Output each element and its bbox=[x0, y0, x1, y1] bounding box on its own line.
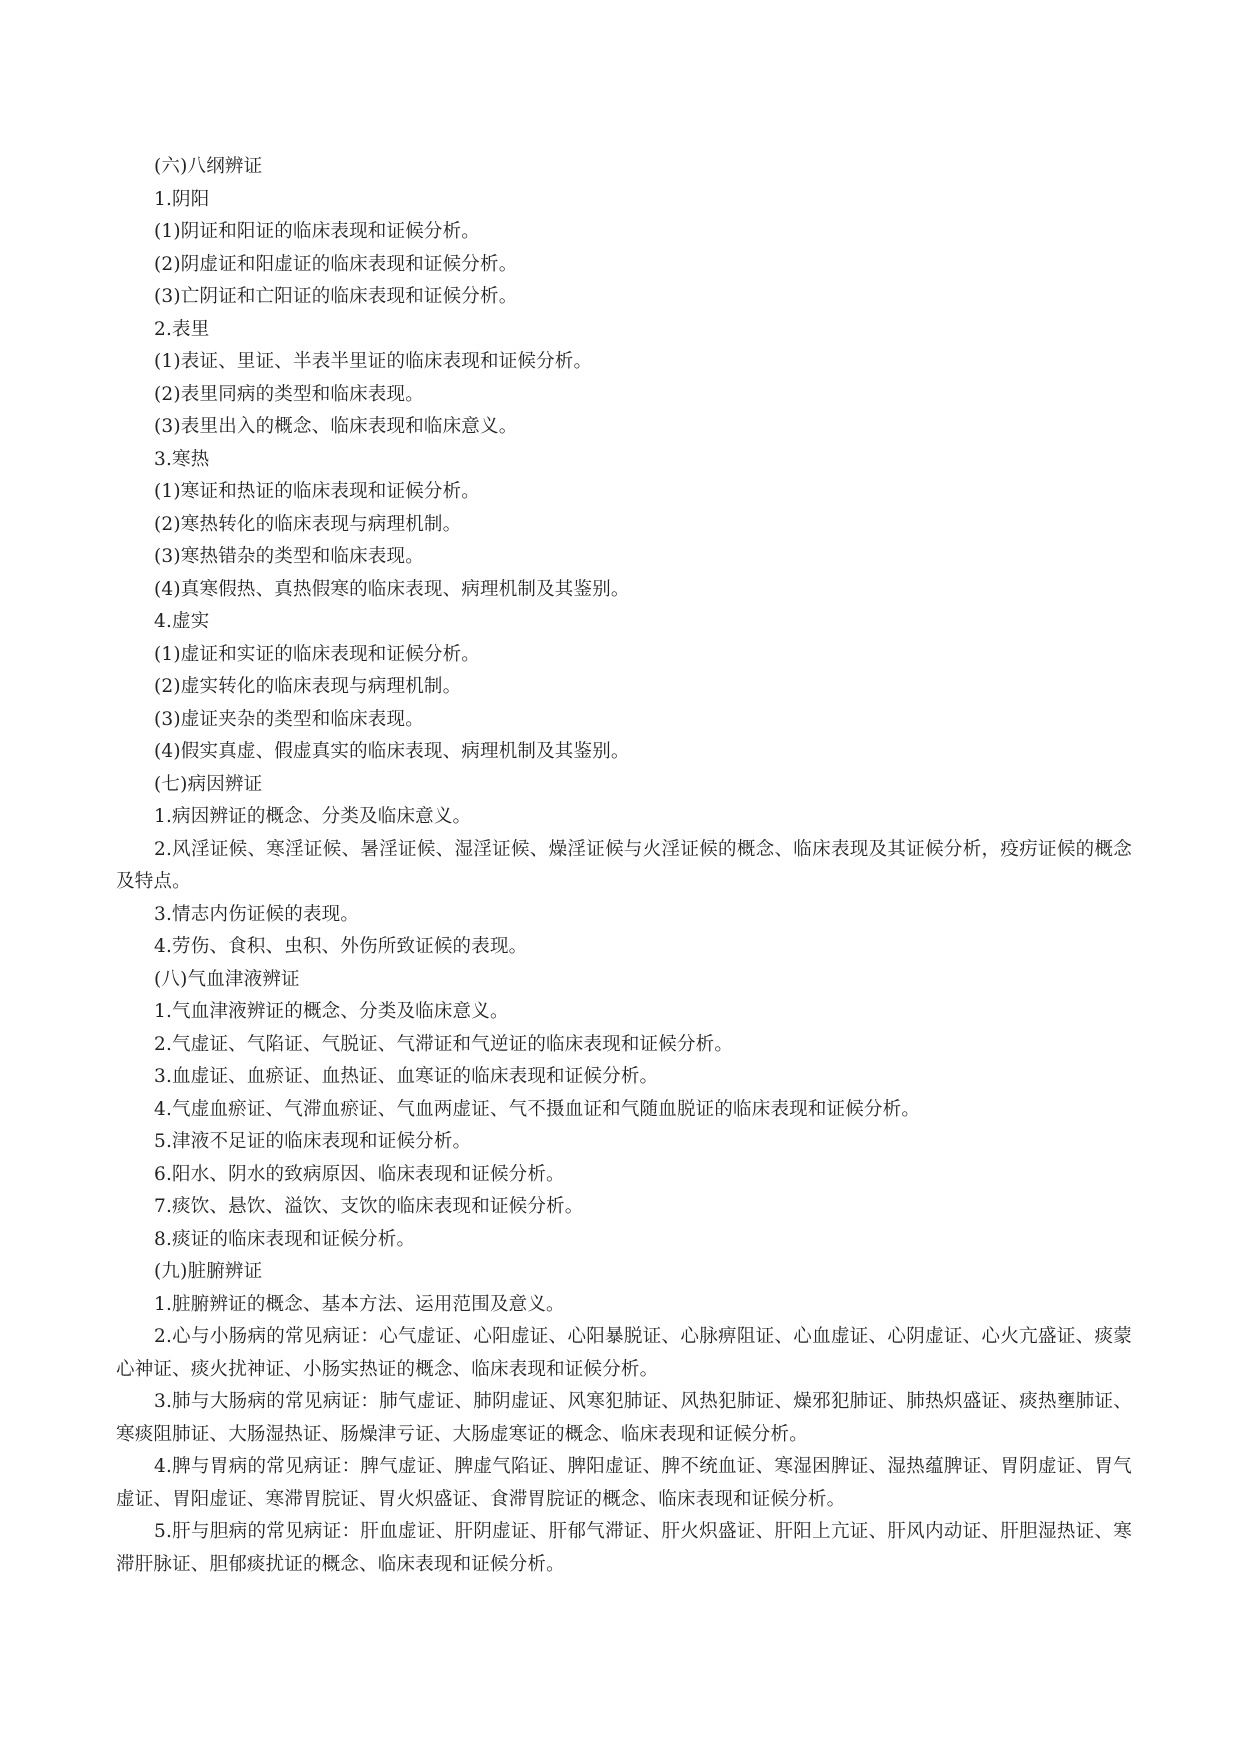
list-item: 3.肺与大肠病的常见病证：肺气虚证、肺阴虚证、风寒犯肺证、风热犯肺证、燥邪犯肺证、肺热炽盛证、痰热壅肺证、寒痰阻肺证、大肠湿热证、肠燥津亏证、大肠虚寒证的概念、临床表现和证候分析。 bbox=[116, 1391, 1132, 1445]
list-item: (2)虚实转化的临床表现与病理机制。 bbox=[154, 676, 462, 697]
list-item: (1)阴证和阳证的临床表现和证候分析。 bbox=[154, 221, 481, 242]
list-item: (2)寒热转化的临床表现与病理机制。 bbox=[154, 513, 462, 535]
subsection-heading: 3.寒热 bbox=[154, 448, 210, 470]
document-body bbox=[116, 151, 1132, 1581]
list-item: (4)真寒假热、真热假寒的临床表现、病理机制及其鉴别。 bbox=[154, 578, 630, 600]
section-heading: (九)脏腑辨证 bbox=[154, 1261, 263, 1282]
subsection-heading: 4.虚实 bbox=[154, 611, 210, 632]
list-item: 2.气虚证、气陷证、气脱证、气滞证和气逆证的临床表现和证候分析。 bbox=[154, 1033, 734, 1055]
list-item: 8.痰证的临床表现和证候分析。 bbox=[154, 1228, 416, 1250]
list-item: (1)寒证和热证的临床表现和证候分析。 bbox=[154, 481, 481, 502]
list-item: 3.血虚证、血瘀证、血热证、血寒证的临床表现和证候分析。 bbox=[154, 1066, 659, 1087]
list-item: (4)假实真虚、假虚真实的临床表现、病理机制及其鉴别。 bbox=[154, 741, 630, 762]
list-item: 4.劳伤、食积、虫积、外伤所致证候的表现。 bbox=[154, 936, 528, 957]
list-item: 5.津液不足证的临床表现和证候分析。 bbox=[154, 1131, 472, 1152]
list-item: (3)虚证夹杂的类型和临床表现。 bbox=[154, 708, 424, 730]
list-item: (1)表证、里证、半表半里证的临床表现和证候分析。 bbox=[154, 351, 593, 372]
list-item: 1.脏腑辨证的概念、基本方法、运用范围及意义。 bbox=[154, 1293, 565, 1315]
list-item: (3)亡阴证和亡阳证的临床表现和证候分析。 bbox=[154, 286, 518, 307]
list-item: (2)表里同病的类型和临床表现。 bbox=[154, 383, 424, 405]
list-item: 4.脾与胃病的常见病证：脾气虚证、脾虚气陷证、脾阳虚证、脾不统血证、寒湿困脾证、湿热蕴脾证、胃阴虚证、胃气虚证、胃阳虚证、寒滞胃脘证、胃火炽盛证、食滞胃脘证的概念、临床表现和证候分析。 bbox=[116, 1456, 1132, 1510]
list-item: (3)寒热错杂的类型和临床表现。 bbox=[154, 546, 424, 567]
subsection-heading: 1.阴阳 bbox=[154, 188, 210, 210]
list-item: 2.风淫证候、寒淫证候、暑淫证候、湿淫证候、燥淫证候与火淫证候的概念、临床表现及其证候分析，疫疠证候的概念及特点。 bbox=[116, 838, 1132, 892]
subsection-heading: 2.表里 bbox=[154, 318, 210, 340]
list-item: 1.气血津液辨证的概念、分类及临床意义。 bbox=[154, 1001, 509, 1022]
list-item: 6.阳水、阴水的致病原因、临床表现和证候分析。 bbox=[154, 1163, 565, 1185]
list-item: 1.病因辨证的概念、分类及临床意义。 bbox=[154, 806, 472, 827]
list-item: (2)阴虚证和阳虚证的临床表现和证候分析。 bbox=[154, 253, 518, 275]
list-item: 3.情志内伤证候的表现。 bbox=[154, 903, 360, 925]
section-heading: (八)气血津液辨证 bbox=[154, 968, 300, 990]
list-item: 5.肝与胆病的常见病证：肝血虚证、肝阴虚证、肝郁气滞证、肝火炽盛证、肝阳上亢证、肝风内动证、肝胆湿热证、寒滞肝脉证、胆郁痰扰证的概念、临床表现和证候分析。 bbox=[116, 1521, 1132, 1575]
list-item: (3)表里出入的概念、临床表现和临床意义。 bbox=[154, 416, 518, 437]
list-item: 7.痰饮、悬饮、溢饮、支饮的临床表现和证候分析。 bbox=[154, 1196, 584, 1217]
section-heading: (七)病因辨证 bbox=[154, 773, 263, 795]
section-heading: (六)八纲辨证 bbox=[154, 156, 263, 177]
list-item: 4.气虚血瘀证、气滞血瘀证、气血两虚证、气不摄血证和气随血脱证的临床表现和证候分析。 bbox=[154, 1098, 921, 1120]
list-item: 2.心与小肠病的常见病证：心气虚证、心阳虚证、心阳暴脱证、心脉痹阻证、心血虚证、心阴虚证、心火亢盛证、痰蒙心神证、痰火扰神证、小肠实热证的概念、临床表现和证候分析。 bbox=[116, 1326, 1132, 1380]
list-item: (1)虚证和实证的临床表现和证候分析。 bbox=[154, 643, 481, 665]
